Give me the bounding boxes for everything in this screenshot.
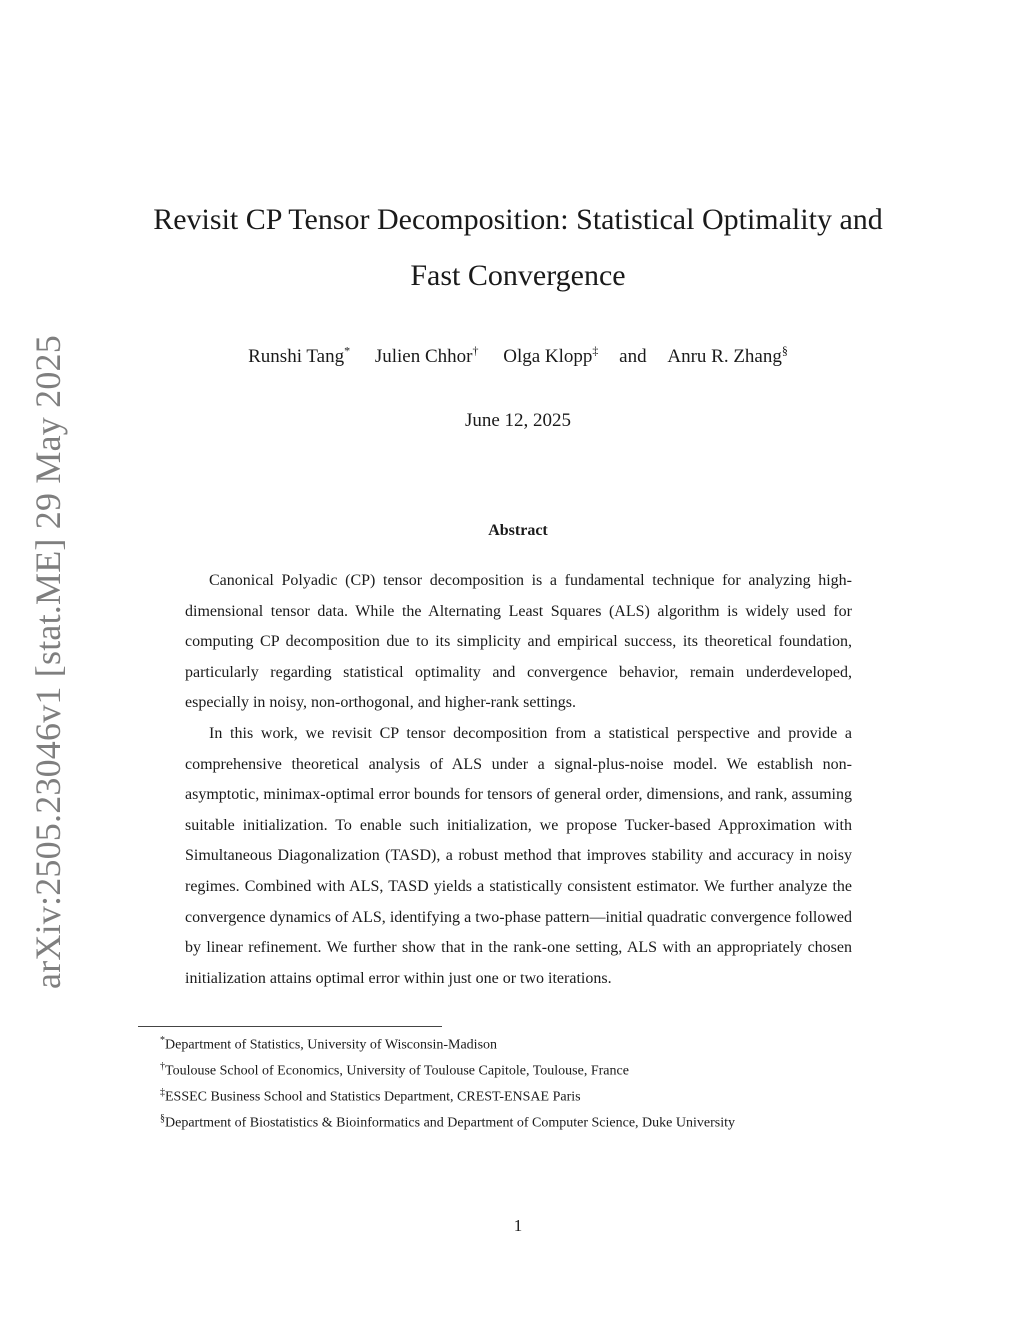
publication-date: June 12, 2025 — [464, 410, 572, 431]
author-footnote-mark[interactable]: * — [344, 344, 351, 358]
footnote-mark: * — [160, 1035, 165, 1046]
author-name: Olga Klopp — [503, 346, 593, 368]
footnote-mark: † — [160, 1061, 165, 1073]
footnote — [160, 1056, 880, 1082]
footnote-text: Department of Statistics, University of Wisconsin-Madison — [165, 1037, 498, 1053]
paper-title: Revisit CP Tensor Decomposition: Statistical Optimality and Fast Convergence — [153, 203, 883, 292]
abstract-paragraph: Canonical Polyadic (CP) tensor decomposition is a fundamental technique for analyzing high-dimensional tensor data. While the Alternating Least Squares (ALS) algorithm is widely used for computing CP decomposition due to its simplicity and empirical success, its theoretical foundation, particularly regarding statistical optimality and convergence behavior, remain underdeveloped, especially in noisy, non-orthogonal, and higher-rank settings. — [185, 572, 852, 712]
arxiv-identifier[interactable]: arXiv:2505.23046v1 [stat.ME] 29 May 2025 — [28, 335, 68, 989]
footnotes — [160, 1030, 880, 1135]
footnote-text: Toulouse School of Economics, University of Toulouse Capitole, Toulouse, France — [165, 1063, 629, 1079]
abstract-body — [185, 566, 852, 994]
author-conjunction: and — [619, 346, 647, 368]
footnote — [160, 1108, 880, 1134]
abstract-heading: Abstract — [488, 522, 548, 539]
author-footnote-mark[interactable]: † — [472, 344, 479, 358]
author-name: Anru R. Zhang — [667, 346, 782, 368]
page-number: 1 — [513, 1216, 523, 1235]
footnote-text: Department of Biostatistics & Bioinformatics and Department of Computer Science, Duke University — [165, 1116, 735, 1132]
author — [375, 346, 479, 367]
footnote-mark: ‡ — [160, 1087, 165, 1099]
author — [667, 346, 788, 367]
author — [503, 346, 598, 367]
author-footnote-mark[interactable]: ‡ — [592, 344, 599, 358]
footnote — [160, 1030, 880, 1056]
author — [248, 346, 350, 367]
footnote-text: ESSEC Business School and Statistics Department, CREST-ENSAE Paris — [165, 1089, 581, 1105]
author-list — [140, 344, 896, 368]
footnote-divider — [138, 1026, 442, 1027]
author-footnote-mark[interactable]: § — [781, 344, 788, 358]
abstract-paragraph: In this work, we revisit CP tensor decomposition from a statistical perspective and provide a comprehensive theoretical analysis of ALS under a signal-plus-noise model. We establish non-asymptotic, minimax-optimal error bounds for tensors of general order, dimensions, and rank, assuming suitable initialization. To enable such initialization, we propose Tucker-based Approximation with Simultaneous Diagonalization (TASD), a robust method that improves stability and accuracy in noisy regimes. Combined with ALS, TASD yields a statistically consistent estimator. We further analyze the convergence dynamics of ALS, identifying a two-phase pattern—initial quadratic convergence followed by linear refinement. We further show that in the rank-one setting, ALS with an appropriately chosen initialization attains optimal error within just one or two iterations. — [185, 724, 852, 987]
footnote-mark: § — [160, 1113, 165, 1125]
author-name: Runshi Tang — [248, 346, 345, 368]
author-name: Julien Chhor — [374, 346, 473, 368]
footnote — [160, 1082, 880, 1108]
